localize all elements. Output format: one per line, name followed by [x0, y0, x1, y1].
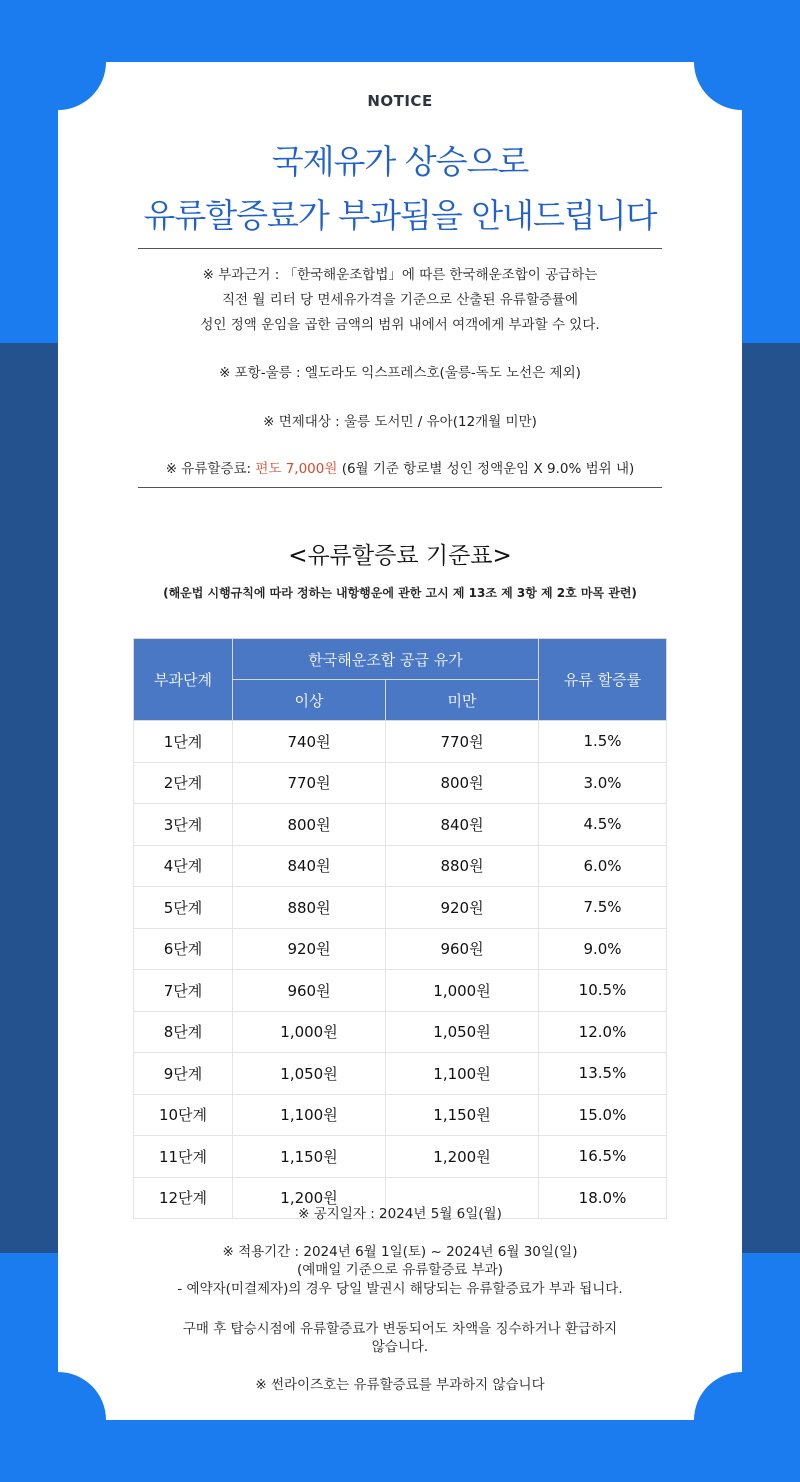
- sunrise-text: ※ 썬라이즈호는 유류할증료를 부과하지 않습니다: [255, 1377, 545, 1393]
- page-title-line2: 유류할증료가 부과됨을 안내드립니다: [143, 196, 657, 235]
- cell-rate: 12.0%: [539, 1011, 667, 1053]
- surcharge-text: [0, 457, 800, 477]
- cell-min: 800원: [233, 804, 386, 846]
- cell-max: 960원: [386, 928, 539, 970]
- table-title: <유류할증료 기준표>: [288, 543, 512, 569]
- cell-min: 960원: [233, 970, 386, 1012]
- cell-max: 770원: [386, 721, 539, 763]
- table-row: [134, 1094, 667, 1136]
- header-stage: 부과단계: [134, 639, 233, 721]
- refund-line2: 않습니다.: [371, 1339, 429, 1355]
- basis-line1: ※ 부과근거 : 「한국해운조합법」에 따른 한국해운조합이 공급하는: [202, 267, 598, 283]
- cell-max: 1,200원: [386, 1136, 539, 1178]
- table-row: [134, 721, 667, 763]
- table-row: [134, 928, 667, 970]
- table-note: (해운법 시행규칙에 따라 정하는 내항행운에 관한 고시 제 13조 제 3항 제 2호 마목 관련): [163, 586, 637, 600]
- cell-stage: 10단계: [134, 1094, 233, 1136]
- surcharge-suffix: (6월 기준 항로별 성인 정액운임 X 9.0% 범위 내): [337, 461, 635, 477]
- header-min: 이상: [233, 680, 386, 721]
- cell-max: 920원: [386, 887, 539, 929]
- cell-min: 770원: [233, 762, 386, 804]
- cell-min: 840원: [233, 845, 386, 887]
- basis-line3: 성인 정액 운임을 곱한 금액의 범위 내에서 여객에게 부과할 수 있다.: [200, 317, 600, 333]
- table-row: [134, 762, 667, 804]
- cell-stage: 2단계: [134, 762, 233, 804]
- cell-min: 880원: [233, 887, 386, 929]
- surcharge-prefix: ※ 유류할증료:: [165, 461, 256, 477]
- table-row: [134, 887, 667, 929]
- notice-date: ※ 공지일자 : 2024년 5월 6일(월): [298, 1206, 502, 1222]
- basis-line2: 직전 월 리터 당 면세유가격을 기준으로 산출된 유류할증률에: [221, 292, 579, 308]
- cell-stage: 5단계: [134, 887, 233, 929]
- cell-stage: 7단계: [134, 970, 233, 1012]
- cell-rate: 3.0%: [539, 762, 667, 804]
- header-price: 한국해운조합 공급 유가: [233, 639, 539, 680]
- surcharge-amount: 편도 7,000원: [255, 461, 338, 477]
- cell-stage: 3단계: [134, 804, 233, 846]
- cell-stage: 8단계: [134, 1011, 233, 1053]
- cell-stage: 11단계: [134, 1136, 233, 1178]
- table-row: [134, 970, 667, 1012]
- cell-rate: 10.5%: [539, 970, 667, 1012]
- cell-max: 880원: [386, 845, 539, 887]
- cell-max: 1,050원: [386, 1011, 539, 1053]
- cell-rate: 7.5%: [539, 887, 667, 929]
- table-row: [134, 845, 667, 887]
- table-row: [134, 1011, 667, 1053]
- cell-rate: 18.0%: [539, 1177, 667, 1219]
- cell-rate: 9.0%: [539, 928, 667, 970]
- table-row: [134, 1053, 667, 1095]
- cell-stage: 1단계: [134, 721, 233, 763]
- cell-min: 920원: [233, 928, 386, 970]
- period-note: (예매일 기준으로 유류할증료 부과): [297, 1262, 503, 1278]
- cell-rate: 1.5%: [539, 721, 667, 763]
- divider: [138, 248, 662, 249]
- cell-stage: 12단계: [134, 1177, 233, 1219]
- header-max: 미만: [386, 680, 539, 721]
- route-text: ※ 포항-울릉 : 엘도라도 익스프레스호(울릉-독도 노선은 제외): [219, 365, 581, 381]
- cell-max: 1,000원: [386, 970, 539, 1012]
- table-row: [134, 804, 667, 846]
- cell-rate: 13.5%: [539, 1053, 667, 1095]
- cell-min: 740원: [233, 721, 386, 763]
- cell-stage: 4단계: [134, 845, 233, 887]
- table-body: [134, 721, 667, 1219]
- cell-min: 1,150원: [233, 1136, 386, 1178]
- period-text: ※ 적용기간 : 2024년 6월 1일(토) ~ 2024년 6월 30일(일): [222, 1244, 578, 1260]
- cell-min: 1,000원: [233, 1011, 386, 1053]
- cell-rate: 4.5%: [539, 804, 667, 846]
- table-row: [134, 1136, 667, 1178]
- header-rate: 유류 할증률: [539, 639, 667, 721]
- cell-min: 1,200원: [233, 1177, 386, 1219]
- surcharge-table: [133, 638, 667, 1219]
- cell-stage: 6단계: [134, 928, 233, 970]
- cell-stage: 9단계: [134, 1053, 233, 1095]
- cell-min: 1,050원: [233, 1053, 386, 1095]
- cell-rate: 6.0%: [539, 845, 667, 887]
- notice-label: NOTICE: [367, 92, 433, 110]
- reservation-text: - 예약자(미결제자)의 경우 당일 발권시 해당되는 유류할증료가 부과 됩니다.: [177, 1281, 623, 1297]
- cell-min: 1,100원: [233, 1094, 386, 1136]
- cell-rate: 15.0%: [539, 1094, 667, 1136]
- exempt-text: ※ 면제대상 : 울릉 도서민 / 유아(12개월 미만): [263, 414, 537, 430]
- divider: [138, 487, 662, 488]
- cell-max: 800원: [386, 762, 539, 804]
- cell-max: 1,100원: [386, 1053, 539, 1095]
- cell-max: 840원: [386, 804, 539, 846]
- refund-line1: 구매 후 탑승시점에 유류할증료가 변동되어도 차액을 징수하거나 환급하지: [182, 1321, 618, 1337]
- page-title-line1: 국제유가 상승으로: [271, 142, 529, 181]
- cell-max: 1,150원: [386, 1094, 539, 1136]
- cell-rate: 16.5%: [539, 1136, 667, 1178]
